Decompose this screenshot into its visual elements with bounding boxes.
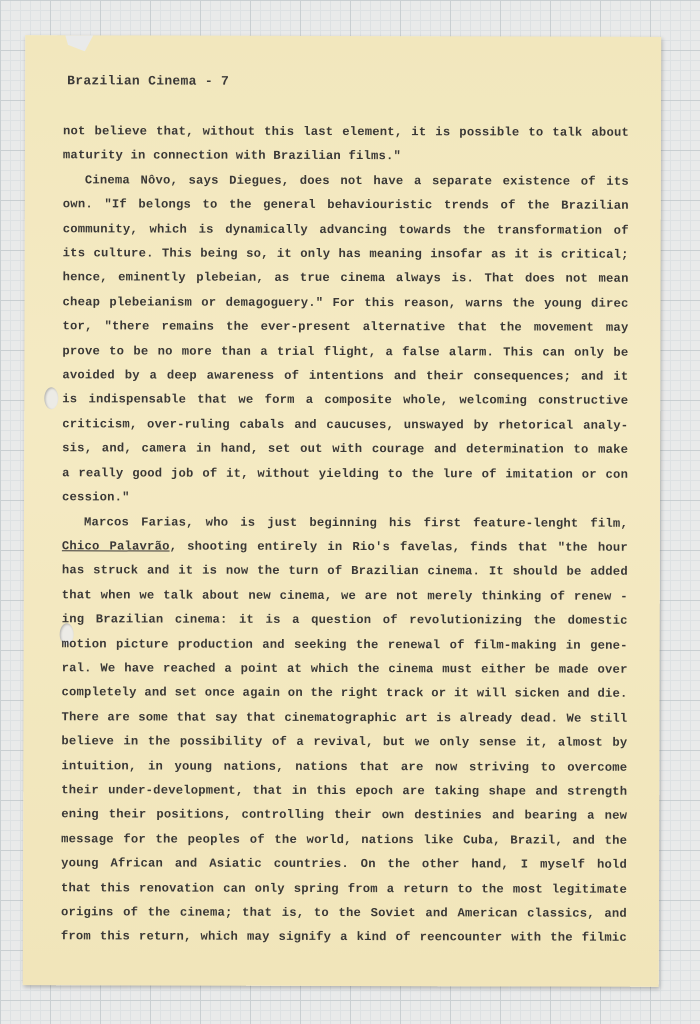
text-line: prove to be no more than a trial flight, a false alarm. This can only be — [62, 343, 629, 360]
text-line: Marcos Farias, who is just beginning his first feature-lenght film, — [83, 514, 628, 531]
text-line: young African and Asiatic countries. On the other hand, I myself hold — [61, 856, 628, 872]
text-line: that this renovation can only spring from a return to the most legitimate — [60, 880, 628, 897]
torn-corner — [65, 35, 93, 51]
typed-page — [23, 35, 661, 987]
text-line: believe in the possibility of a revival, but we only sense it, almost by — [61, 734, 628, 750]
page-header: Brazilian Cinema - 7 — [67, 73, 230, 89]
text-line: intuition, in young nations, nations that are now striving to overcome — [61, 758, 628, 775]
line-text: , shooting entirely in Rio's favelas, finds that "the hour — [169, 539, 628, 555]
text-line: from this return, which may signify a kind of reencounter with the filmic — [60, 929, 627, 946]
text-line: avoided by a deep awareness of intentions and their consequences; and it — [62, 368, 629, 384]
underlined-title: Chico Palavrão — [61, 539, 170, 554]
text-line: not believe that, without this last element, it is possible to talk about — [62, 124, 630, 140]
text-line: cession." — [62, 490, 130, 505]
text-line: motion picture production and seeking the renewal of film-making in gene- — [61, 636, 628, 653]
text-line: maturity in connection with Brazilian films." — [62, 148, 402, 164]
text-line — [62, 534, 628, 560]
text-line: that when we talk about new cinema, we are not merely thinking of renew - — [61, 587, 628, 604]
text-line: community, which is dynamically advancing towards the transformation of — [62, 221, 629, 238]
text-line: its culture. This being so, it only has meaning insofar as it is critical; — [62, 246, 629, 262]
text-line: criticism, over-ruling cabals and caucuses, unswayed by rhetorical analy- — [62, 417, 629, 433]
text-line: Cinema Nôvo, says Diegues, does not have a separate existence of its — [84, 173, 629, 189]
text-line: their under-development, that in this epoch are taking shape and strength — [61, 783, 628, 799]
punch-hole — [44, 387, 58, 409]
text-line: ral. We have reached a point at which the cinema must either be made over — [61, 661, 628, 677]
text-line: cheap plebeianism or demagoguery." For this reason, warns the young direc — [62, 295, 629, 311]
text-line: ing Brazilian cinema: it is a question of revolutionizing the domestic — [61, 612, 628, 628]
text-line: hence, eminently plebeian, as true cinema always is. That does not mean — [62, 270, 629, 287]
text-line: message for the peoples of the world, nations like Cuba, Brazil, and the — [61, 832, 628, 848]
text-line: There are some that say that cinematographic art is already dead. We still — [61, 710, 628, 726]
typed-text-body — [61, 119, 629, 950]
text-line: completely and set once again on the right track or it will sicken and die. — [61, 685, 628, 702]
text-line: own. "If belongs to the general behaviouristic trends of the Brazilian — [62, 197, 629, 213]
text-line: has struck and it is now the turn of Brazilian cinema. It should be added — [61, 563, 628, 580]
text-line: ening their positions, controlling their own destinies and bearing a new — [61, 807, 628, 824]
text-line: sis, and, camera in hand, set out with courage and determination to make — [62, 441, 629, 458]
text-line: a really good job of it, without yielding to the lure of imitation or con — [62, 465, 629, 482]
text-line: tor, "there remains the ever-present alternative that the movement may — [62, 319, 629, 335]
text-line: is indispensable that we form a composite whole, welcoming constructive — [62, 392, 629, 409]
text-line: origins of the cinema; that is, to the Soviet and American classics, and — [60, 905, 627, 921]
